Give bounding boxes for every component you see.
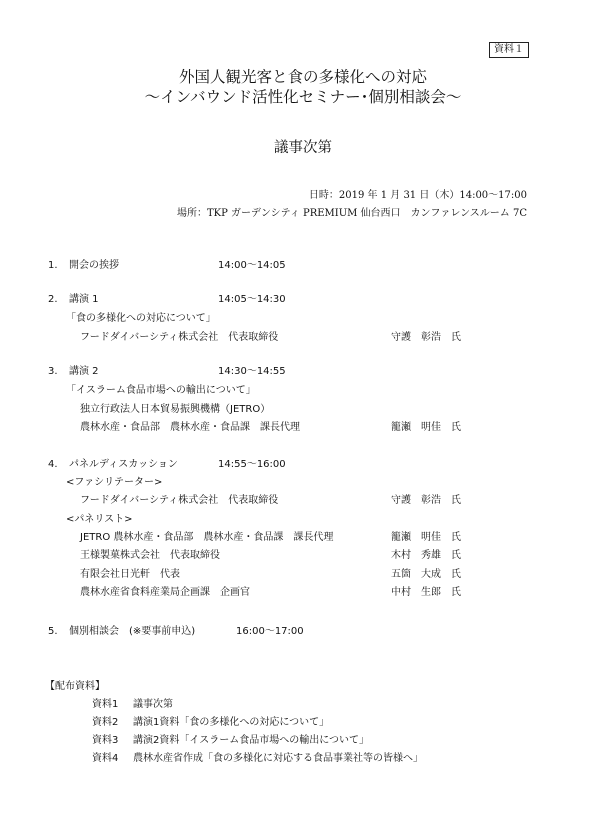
agenda-label: 講演 2 (69, 366, 99, 377)
handout-id: 資料1 (92, 699, 119, 710)
panelist-heading: <パネリスト> (66, 514, 133, 525)
page-title: 議事次第 (274, 140, 332, 156)
agenda-time: 14:30～14:55 (218, 366, 286, 377)
handout-id: 資料3 (92, 735, 119, 746)
document-tag: 資料１ (489, 42, 529, 58)
meeting-place: 場所：TKP ガーデンシティ PREMIUM 仙台西口 カンファレンスルーム 7C (176, 208, 527, 219)
agenda-label: 講演 1 (69, 294, 99, 305)
agenda-time: 14:55～16:00 (218, 459, 286, 470)
panelist-name: 木村 秀雄 氏 (391, 550, 461, 561)
panelist-affiliation: 有限会社日光軒 代表 (80, 569, 180, 580)
title-line-1: 外国人観光客と食の多様化への対応 (178, 68, 427, 86)
lecture-topic: 「イスラーム食品市場への輸出について」 (66, 385, 256, 396)
speaker-affiliation: フードダイバーシティ株式会社 代表取締役 (80, 332, 279, 343)
title-line-2: ～インバウンド活性化セミナー･個別相談会～ (144, 88, 462, 106)
handout-id: 資料2 (92, 717, 119, 728)
facilitator-heading: <ファシリテーター> (66, 477, 163, 488)
handout-text: 議事次第 (133, 699, 173, 710)
facilitator-affiliation: フードダイバーシティ株式会社 代表取締役 (80, 495, 279, 506)
handout-text: 講演2資料「イスラーム食品市場への輸出について」 (133, 735, 370, 746)
agenda-number: 1. (48, 260, 58, 271)
agenda-number: 4. (48, 459, 58, 470)
panelist-name: 中村 生郎 氏 (391, 587, 461, 598)
agenda-label: パネルディスカッション (69, 459, 178, 470)
speaker-department: 農林水産・食品部 農林水産・食品課 課長代理 (80, 422, 300, 433)
agenda-number: 3. (48, 366, 58, 377)
handout-text: 農林水産省作成「食の多様化に対応する食品事業社等の皆様へ」 (133, 753, 423, 764)
facilitator-name: 守護 彰浩 氏 (391, 495, 461, 506)
agenda-time: 14:05～14:30 (218, 294, 286, 305)
handout-id: 資料4 (92, 753, 119, 764)
agenda-time: 14:00～14:05 (218, 260, 286, 271)
speaker-name: 籠瀬 明佳 氏 (391, 422, 461, 433)
handout-text: 講演1資料「食の多様化への対応について」 (133, 717, 330, 728)
panelist-name: 五箇 大成 氏 (391, 569, 461, 580)
meeting-date: 日時：2019 年 1 月 31 日（木）14:00～17:00 (308, 190, 527, 201)
agenda-number: 5. (48, 626, 58, 637)
agenda-number: 2. (48, 294, 58, 305)
panelist-affiliation: 農林水産省食料産業局企画課 企画官 (80, 587, 250, 598)
agenda-label: 開会の挨拶 (69, 260, 119, 271)
speaker-affiliation: 独立行政法人日本貿易振興機構（JETRO） (80, 404, 271, 415)
agenda-label: 個別相談会 (※要事前申込) (69, 626, 196, 637)
panelist-name: 籠瀬 明佳 氏 (391, 532, 461, 543)
handouts-heading: 【配布資料】 (45, 681, 105, 692)
agenda-time: 16:00～17:00 (236, 626, 304, 637)
panelist-affiliation: JETRO 農林水産・食品部 農林水産・食品課 課長代理 (80, 532, 334, 543)
lecture-topic: 「食の多様化への対応について」 (66, 313, 216, 324)
panelist-affiliation: 王様製菓株式会社 代表取締役 (80, 550, 220, 561)
speaker-name: 守護 彰浩 氏 (391, 332, 461, 343)
